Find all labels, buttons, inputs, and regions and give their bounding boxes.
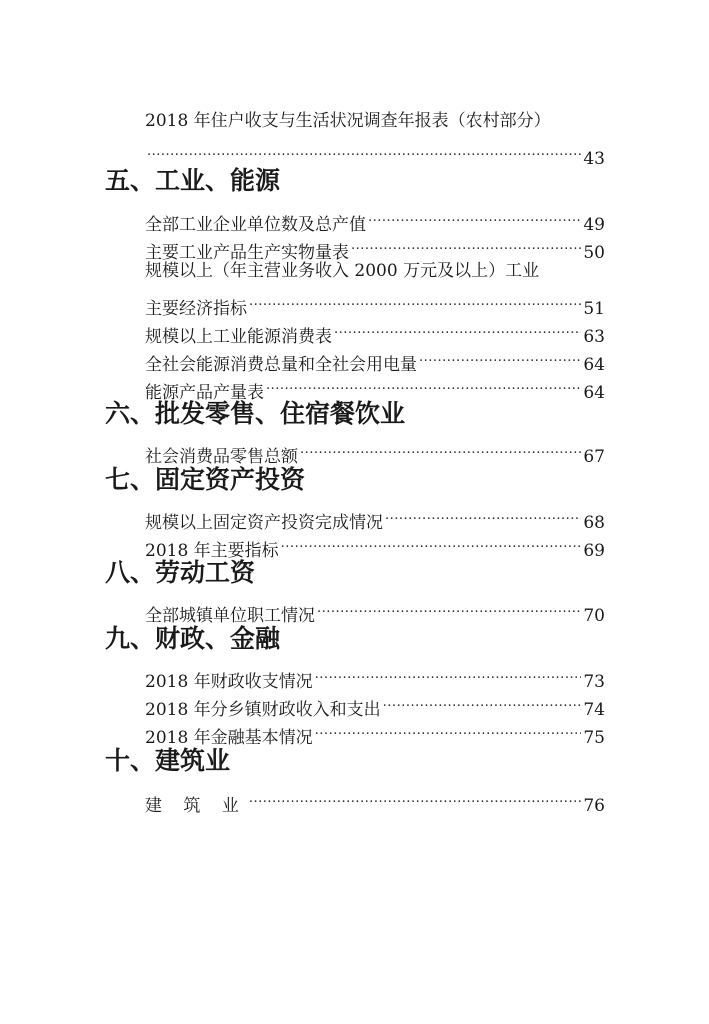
- toc-entry-page: 76: [583, 796, 605, 816]
- toc-entry-label: 2018 年分乡镇财政收入和支出: [145, 700, 381, 720]
- leader-dots: [334, 312, 581, 342]
- toc-entry[interactable]: [145, 526, 605, 561]
- toc-entry-label: 全部工业企业单位数及总产值: [145, 215, 366, 235]
- toc-entry-label: 主要经济指标: [145, 299, 247, 319]
- toc-entry-label: 2018 年主要指标: [145, 541, 279, 561]
- toc-entry[interactable]: [145, 498, 605, 533]
- toc-entry[interactable]: [145, 591, 605, 626]
- toc-entry-page: 70: [583, 606, 605, 626]
- toc-entry[interactable]: [145, 685, 605, 720]
- leader-dots: [266, 368, 581, 398]
- leader-dots: [351, 228, 581, 258]
- toc-entry-page: 64: [583, 355, 605, 375]
- toc-entry[interactable]: [145, 340, 605, 375]
- leader-dots: [419, 340, 581, 370]
- leader-dots: [249, 284, 581, 314]
- section-heading: 八、劳动工资: [105, 558, 256, 587]
- toc-entry-label: 建 筑 业: [145, 796, 247, 816]
- section-heading: 九、财政、金融: [105, 624, 281, 653]
- toc-entry-label: 2018 年财政收支情况: [145, 672, 313, 692]
- toc-entry-page: 64: [583, 383, 605, 403]
- section-heading: 六、批发零售、住宿餐饮业: [105, 399, 406, 428]
- toc-entry-page: 43: [583, 149, 605, 169]
- leader-dots: [281, 526, 582, 556]
- toc-entry-page: 67: [583, 447, 605, 467]
- toc-entry-page: 68: [583, 513, 605, 533]
- toc-entry[interactable]: [145, 713, 605, 748]
- toc-entry-page: 74: [583, 700, 605, 720]
- toc-entry-page: 49: [583, 215, 605, 235]
- leader-dots: [315, 713, 582, 743]
- section-heading: 五、工业、能源: [105, 166, 281, 195]
- toc-entry-label: 能源产品产量表: [145, 383, 264, 403]
- toc-entry[interactable]: [145, 781, 605, 816]
- leader-dots: [147, 134, 581, 164]
- toc-entry-page: 69: [583, 541, 605, 561]
- leader-dots: [317, 591, 581, 621]
- toc-entry-page: 50: [583, 243, 605, 263]
- toc-entry[interactable]: [145, 312, 605, 347]
- section-heading: 十、建筑业: [105, 746, 231, 775]
- leader-dots: [249, 781, 582, 811]
- toc-entry-label: 规模以上固定资产投资完成情况: [145, 513, 383, 533]
- toc-entry-page: 75: [583, 728, 605, 748]
- toc-entry[interactable]: [145, 134, 605, 169]
- toc-entry-page: 51: [583, 299, 605, 319]
- toc-entry-label: 规模以上（年主营业务收入 2000 万元及以上）工业: [145, 261, 540, 281]
- toc-entry-label: 社会消费品零售总额: [145, 447, 298, 467]
- toc-entry-label: 2018 年住户收支与生活状况调查年报表（农村部分）: [145, 111, 551, 131]
- toc-entry-label: 规模以上工业能源消费表: [145, 327, 332, 347]
- toc-entry[interactable]: [145, 284, 605, 319]
- toc-entry-page: 73: [583, 672, 605, 692]
- toc-entry-label: 2018 年金融基本情况: [145, 728, 313, 748]
- toc-entry[interactable]: [145, 200, 605, 235]
- section-heading: 七、固定资产投资: [105, 465, 306, 494]
- leader-dots: [300, 432, 581, 462]
- toc-entry[interactable]: [145, 368, 605, 403]
- leader-dots: [368, 200, 581, 230]
- toc-entry-page: 63: [583, 327, 605, 347]
- toc-entry-label: 全部城镇单位职工情况: [145, 606, 315, 626]
- toc-entry[interactable]: [145, 432, 605, 467]
- toc-entry-label: 主要工业产品生产实物量表: [145, 243, 349, 263]
- leader-dots: [385, 498, 581, 528]
- leader-dots: [315, 657, 582, 687]
- toc-entry[interactable]: [145, 657, 605, 692]
- leader-dots: [383, 685, 582, 715]
- toc-entry-label: 全社会能源消费总量和全社会用电量: [145, 355, 417, 375]
- toc-entry[interactable]: [145, 228, 605, 263]
